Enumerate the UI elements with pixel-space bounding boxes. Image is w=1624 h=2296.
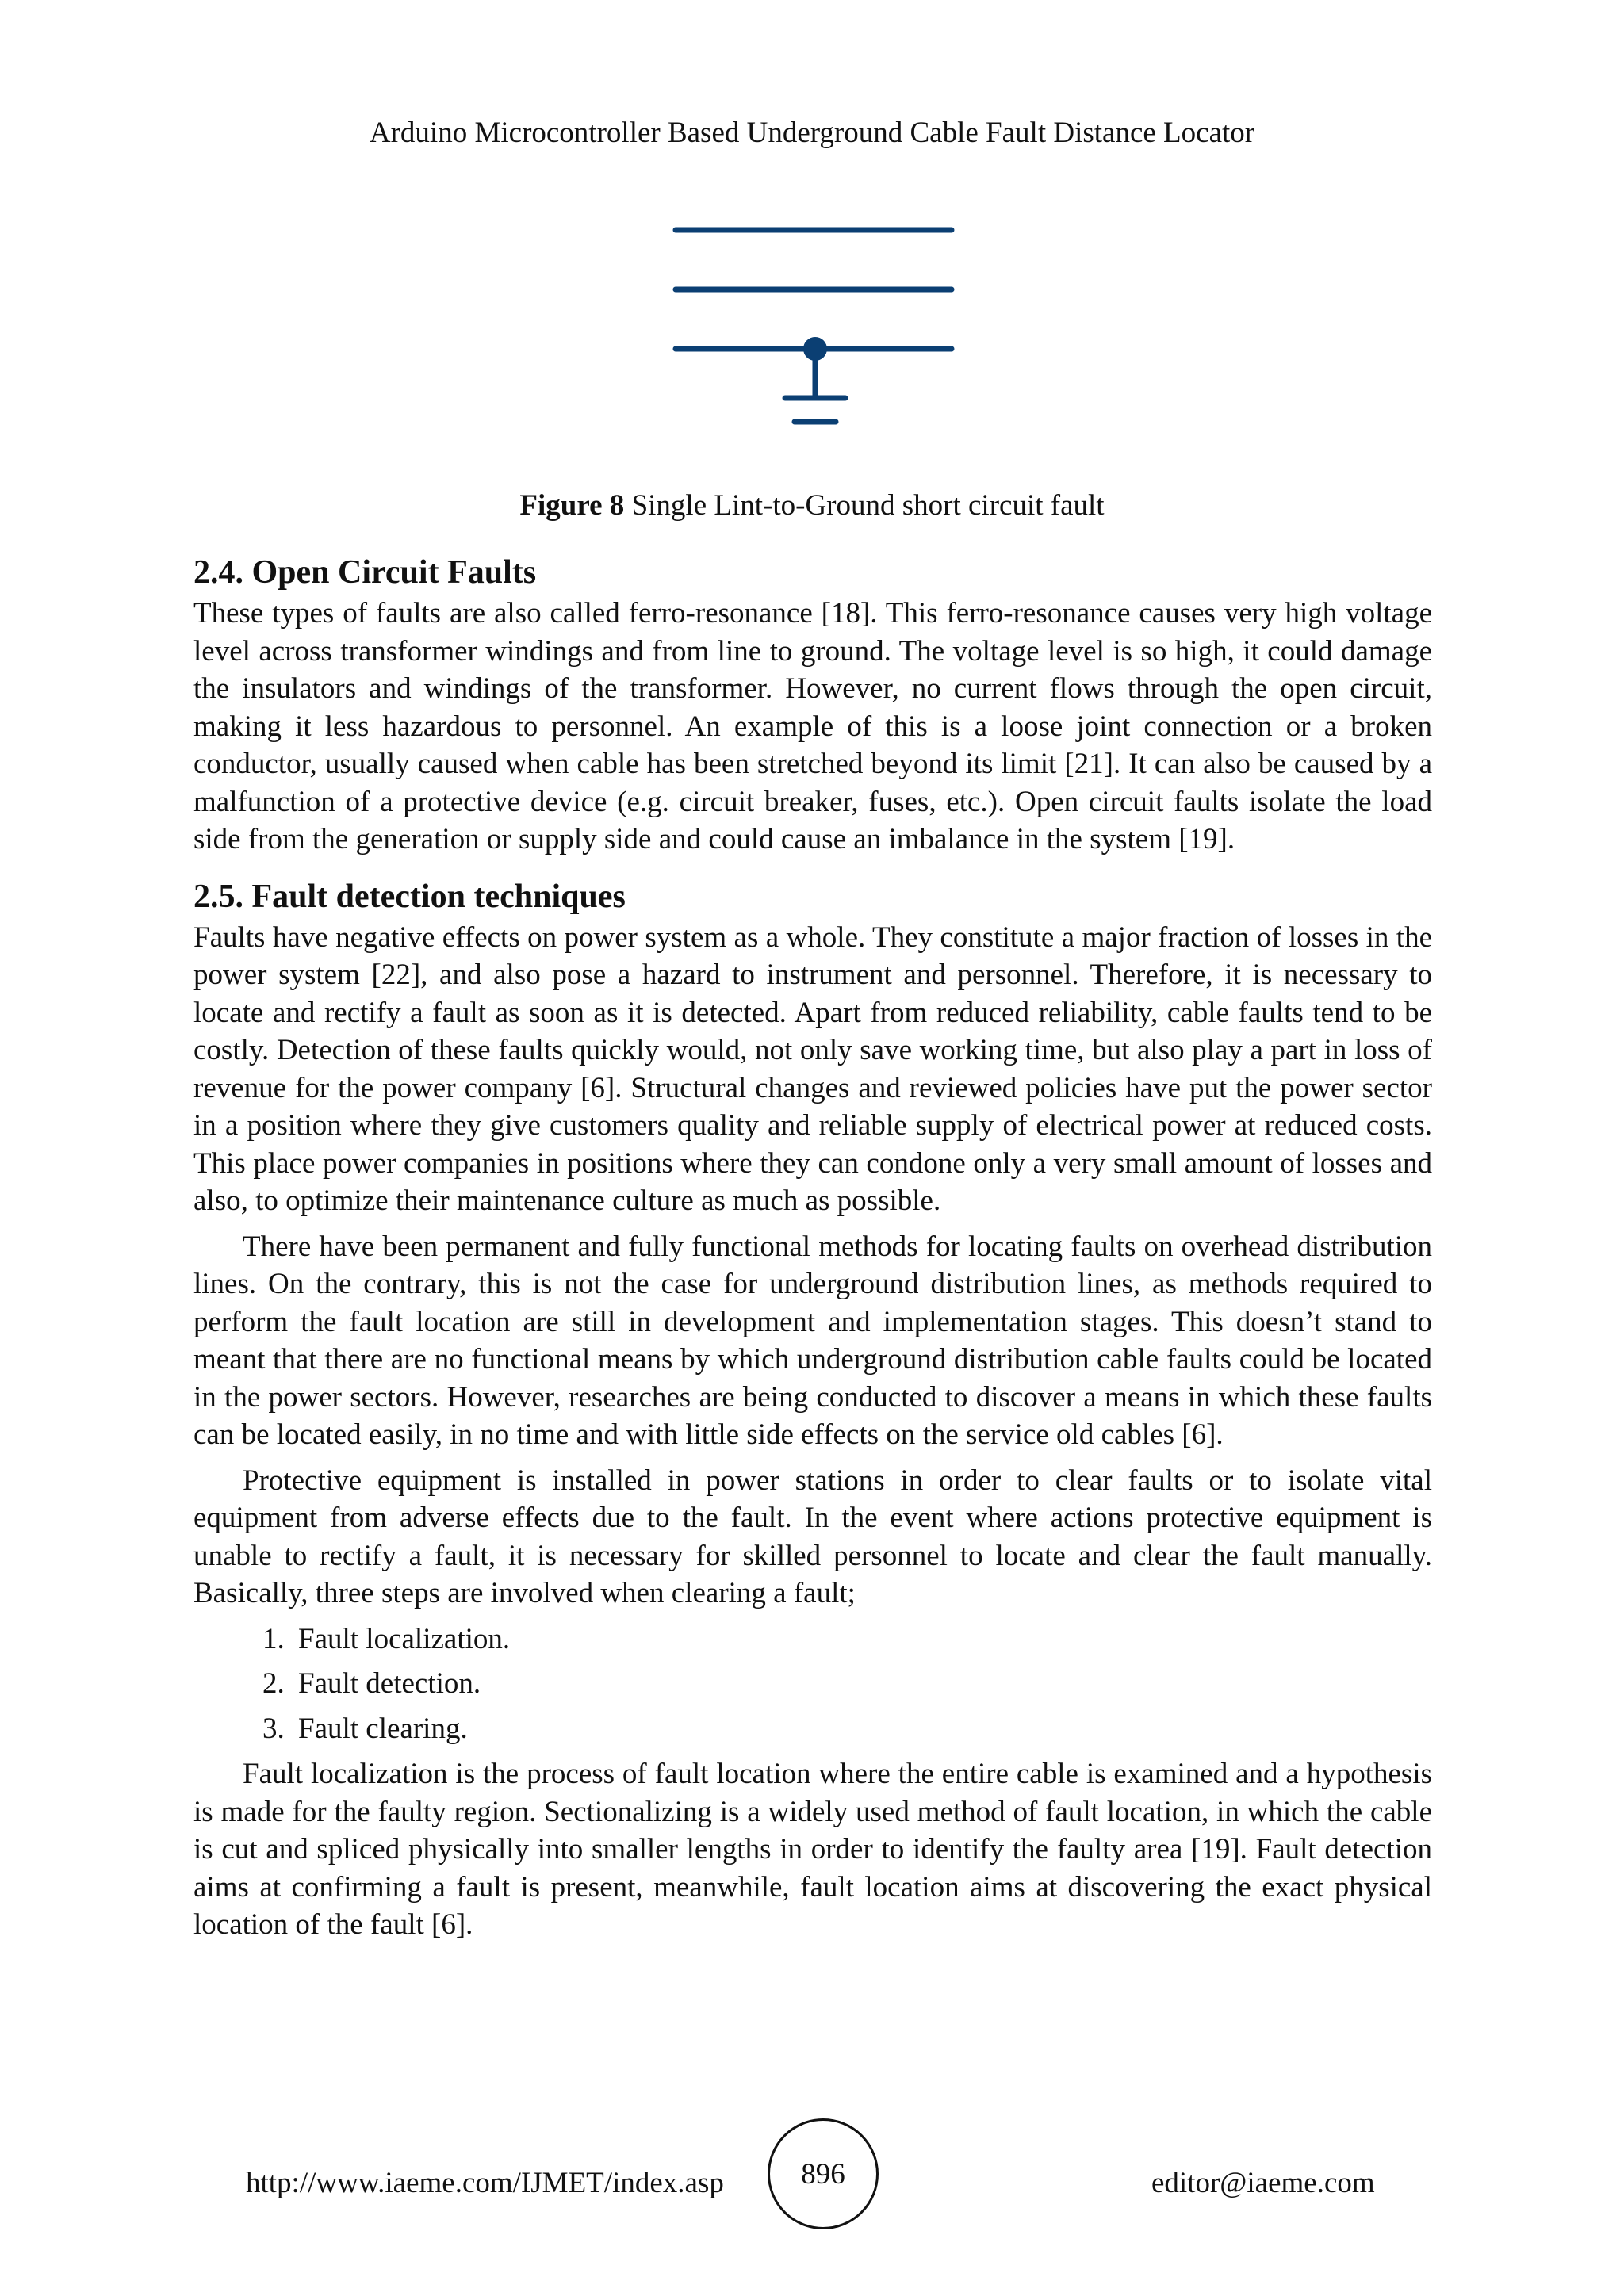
- page-number: 896: [801, 2157, 845, 2191]
- figure-caption-text: Single Lint-to-Ground short circuit fault: [631, 489, 1105, 522]
- list-item: 2. Fault detection.: [292, 1665, 1432, 1703]
- list-item: 1. Fault localization.: [292, 1621, 1432, 1659]
- figure-caption: [0, 487, 1624, 525]
- section-heading-open-circuit: 2.4. Open Circuit Faults: [193, 554, 537, 591]
- paragraph-location-methods: There have been permanent and fully functional methods for locating faults on overhead distribution lines. On the contrary, this is not the case for underground distribution lines, as methods required to perform the fault location are still in development and implementation stages. This doesn’t stand to meant that there are no functional means by which underground distribution cable faults could be located in the power sectors. However, researches are being conducted to discover a means in which these faults can be located easily, in no time and with little side effects on the service old cables [6].: [193, 1230, 1432, 1451]
- fault-steps-list: [193, 1621, 1432, 1748]
- fault-diagram: [666, 214, 967, 436]
- paragraph-protective-equipment: Protective equipment is installed in power stations in order to clear faults or to isolate vital equipment from adverse effects due to the fault. In the event where actions protective equipment is unable to rectify a fault, it is necessary for skilled personnel to locate and clear the fault manually. Basically, three steps are involved when clearing a fault;: [193, 1464, 1432, 1609]
- main-content: [193, 550, 1432, 1944]
- footer-url-link[interactable]: http://www.iaeme.com/IJMET/index.asp: [246, 2167, 724, 2199]
- figure-label: Figure 8: [519, 489, 625, 522]
- list-item: 3. Fault clearing.: [292, 1710, 1432, 1748]
- paragraph-open-circuit: These types of faults are also called ferro-resonance [18]. This ferro-resonance causes very high voltage level across transformer windings and from line to ground. The voltage level is so high, it could damage the insulators and windings of the transformer. However, no current flows through the open circuit, making it less hazardous to personnel. An example of this is a loose joint connection or a broken conductor, usually caused when cable has been stretched beyond its limit [21]. It can also be caused by a malfunction of a protective device (e.g. circuit breaker, fuses, etc.). Open circuit faults isolate the load side from the generation or supply side and could cause an imbalance in the system [19].: [193, 597, 1432, 855]
- line-to-ground-fault-icon: [666, 214, 967, 436]
- page-number-badge: [768, 2118, 879, 2229]
- paragraph-fault-effects: Faults have negative effects on power system as a whole. They constitute a major fraction of losses in the power system [22], and also pose a hazard to instrument and personnel. Therefore, it is necessary to locate and rectify a fault as soon as it is detected. Apart from reduced reliability, cable faults tend to be costly. Detection of these faults quickly would, not only save working time, but also play a part in loss of revenue for the power company [6]. Structural changes and reviewed policies have put the power sector in a position where they give customers quality and reliable supply of electrical power at reduced costs. This place power companies in positions where they can condone only a very small amount of losses and also, to optimize their maintenance culture as much as possible.: [193, 920, 1432, 1217]
- running-title: Arduino Microcontroller Based Underground Cable Fault Distance Locator: [369, 117, 1255, 149]
- paragraph-fault-localization: Fault localization is the process of fault location where the entire cable is examined and a hypothesis is made for the faulty region. Sectionalizing is a widely used method of fault location, in which the cable is cut and spliced physically into smaller lengths in order to identify the faulty area [19]. Fault detection aims at confirming a fault is present, meanwhile, fault location aims at discovering the exact physical location of the fault [6].: [193, 1758, 1432, 1941]
- section-heading-fault-detection: 2.5. Fault detection techniques: [193, 878, 626, 915]
- footer-email-link[interactable]: editor@iaeme.com: [1151, 2167, 1375, 2199]
